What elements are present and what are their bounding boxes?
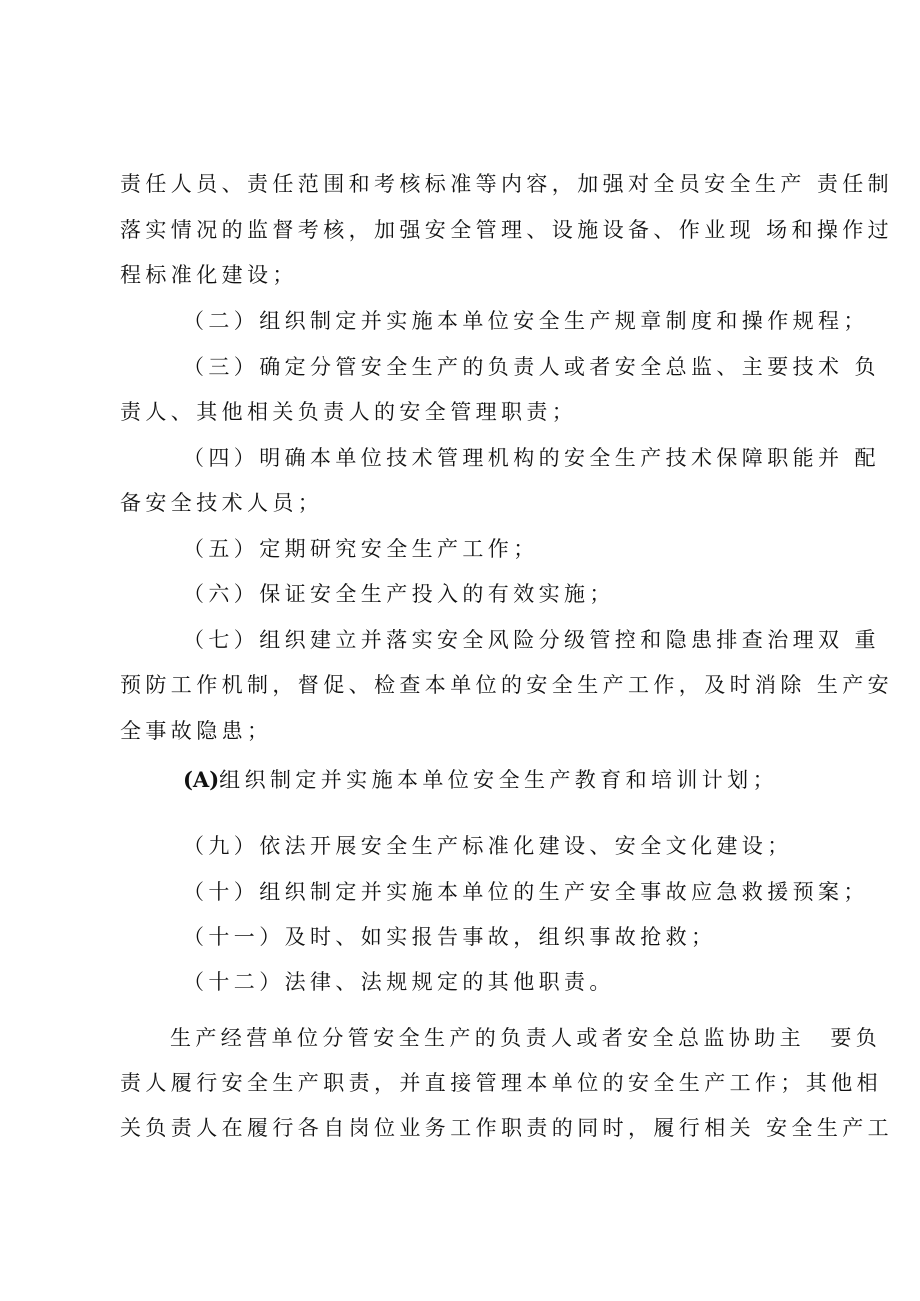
- list-item-12: （十二）法律、法规规定的其他职责。: [183, 970, 615, 994]
- paragraph-line: 生产经营单位分管安全生产的负责人或者安全总监协助主 要负: [170, 1026, 882, 1050]
- list-item-10: （十）组织制定并实施本单位的生产安全事故应急救援预案；: [183, 880, 869, 904]
- paragraph-line: 预防工作机制，督促、检查本单位的安全生产工作，及时消除 生产安: [120, 673, 894, 697]
- paragraph-line: 程标准化建设；: [120, 263, 298, 287]
- paragraph-line: 全事故隐患；: [120, 719, 273, 743]
- paragraph-line: 备安全技术人员；: [120, 491, 324, 515]
- paragraph-line: 关负责人在履行各自岗位业务工作职责的同时，履行相关 安全生产工: [120, 1116, 894, 1140]
- list-item-8: [183, 766, 778, 794]
- paragraph-line: 责任人员、责任范围和考核标准等内容，加强对全员安全生产 责任制: [120, 172, 894, 196]
- list-item-4: （四）明确本单位技术管理机构的安全生产技术保障职能并 配: [183, 446, 880, 470]
- list-item-6: （六）保证安全生产投入的有效实施；: [183, 582, 615, 606]
- list-item-9: （九）依法开展安全生产标准化建设、安全文化建设；: [183, 834, 793, 858]
- list-item-2: （二）组织制定并实施本单位安全生产规章制度和操作规程；: [183, 309, 869, 333]
- paragraph-line: 责人、其他相关负责人的安全管理职责；: [120, 400, 578, 424]
- item-8-label: (A): [183, 767, 220, 792]
- list-item-5: （五）定期研究安全生产工作；: [183, 537, 539, 561]
- paragraph-line: 责人履行安全生产职责，并直接管理本单位的安全生产工作；其他相: [120, 1071, 882, 1095]
- list-item-3: （三）确定分管安全生产的负责人或者安全总监、主要技术 负: [183, 355, 880, 379]
- item-8-text: 组织制定并实施本单位安全生产教育和培训计划；: [219, 768, 778, 792]
- paragraph-line: 落实情况的监督考核，加强安全管理、设施设备、作业现 场和操作过: [120, 218, 894, 242]
- list-item-7: （七）组织建立并落实安全风险分级管控和隐患排查治理双 重: [183, 628, 880, 652]
- list-item-11: （十一）及时、如实报告事故，组织事故抢救；: [183, 925, 717, 949]
